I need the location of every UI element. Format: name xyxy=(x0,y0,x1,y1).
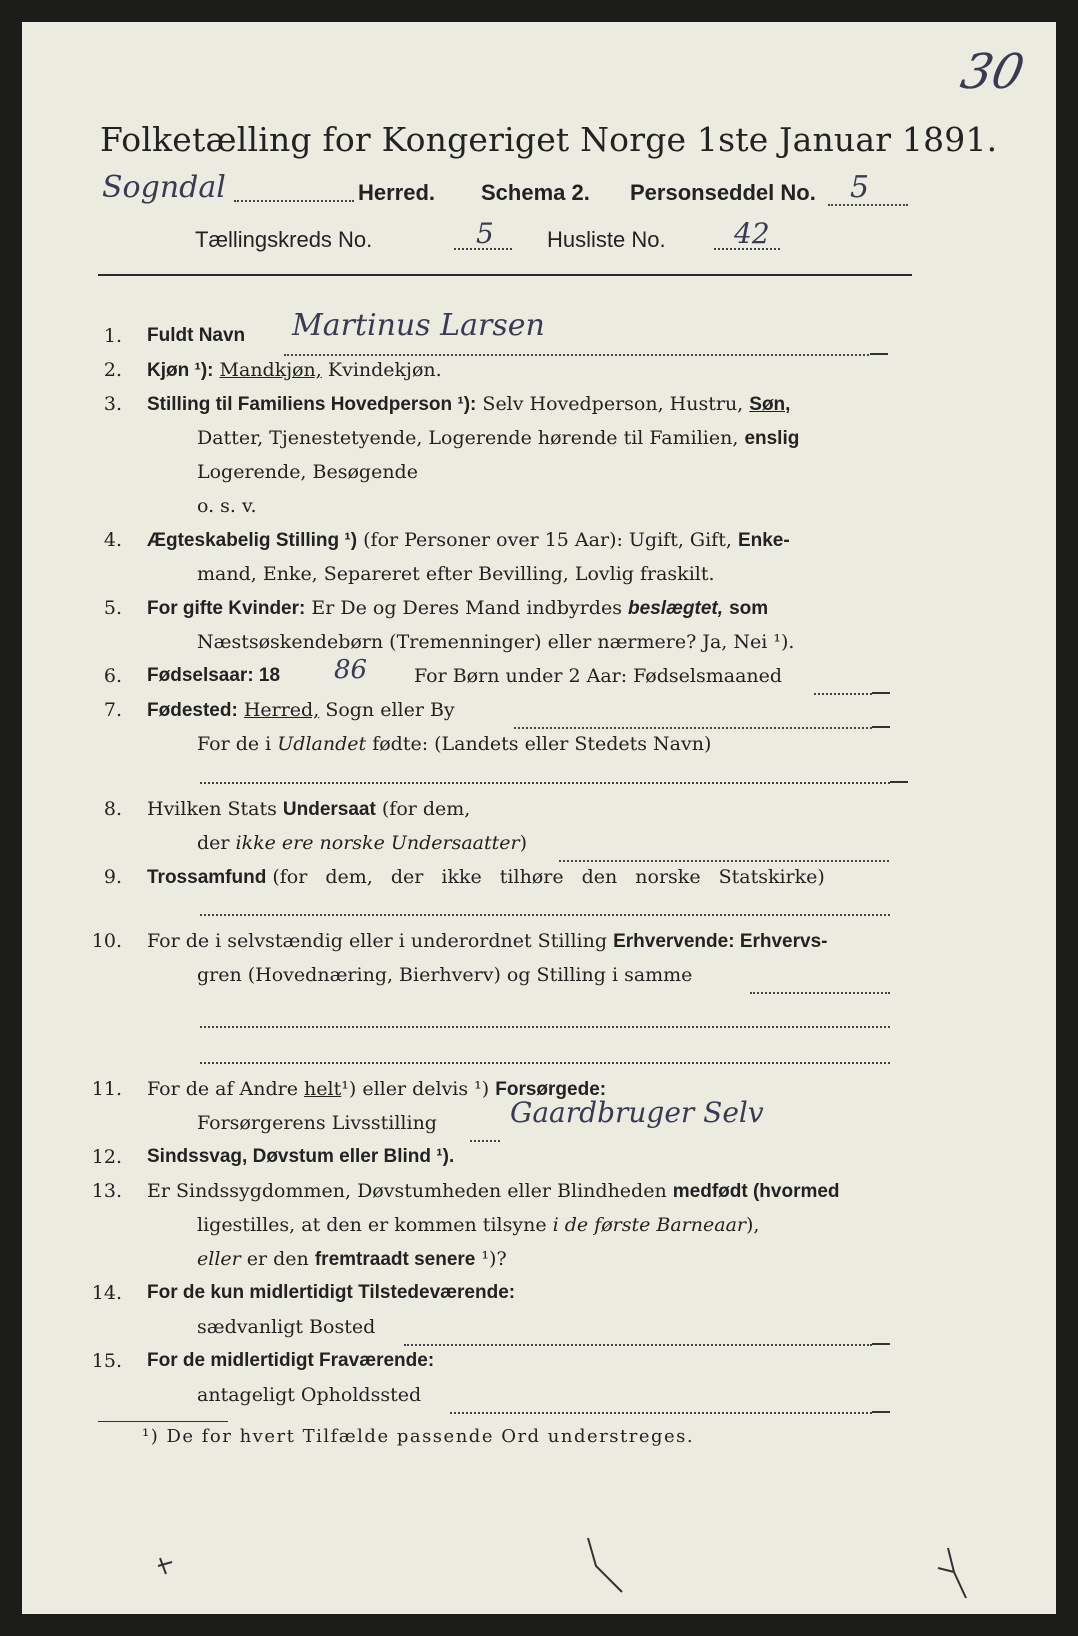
item-text: ¹) eller delvis ¹) xyxy=(341,1078,490,1100)
item-text: (for dem, xyxy=(381,798,471,820)
item-text: Udlandet xyxy=(277,733,367,755)
item-label: For de midlertidigt Fraværende: xyxy=(147,1350,435,1371)
item-text: For de i selvstændig eller i underordnet Stilling xyxy=(147,930,608,952)
herred-label: Herred. xyxy=(358,180,436,205)
page-number: 30 xyxy=(956,44,1030,100)
birth-year-value: 86 xyxy=(334,655,368,685)
item-number: 4. xyxy=(103,529,122,551)
item-number: 15. xyxy=(91,1350,122,1372)
option-kvindekjon: Kvindekjøn. xyxy=(327,359,442,381)
item-number: 12. xyxy=(91,1146,122,1168)
item-number: 2. xyxy=(103,359,122,381)
whereabouts-dotted-line xyxy=(450,1412,872,1414)
item-label: Fuldt Navn xyxy=(147,325,246,346)
item-text: i de første Barneaar xyxy=(552,1214,746,1236)
item-text: Næstsøskendebørn (Tremenninger) eller nærmere? Ja, Nei ¹). xyxy=(197,631,795,653)
item-number: 6. xyxy=(103,665,122,687)
option-mandkjon-selected: Mandkjøn, xyxy=(219,359,322,381)
foreign-birthplace-dotted-line xyxy=(200,782,890,784)
tick-mark-right xyxy=(928,1542,978,1612)
kreds-label: Tællingskreds No. xyxy=(195,227,373,252)
item-text: Forsørgerens Livsstilling xyxy=(197,1112,437,1134)
dash xyxy=(872,1411,890,1413)
item-label: Fødested: xyxy=(147,700,238,721)
item-text: Datter, Tjenestetyende, Logerende hørende til Familien, xyxy=(197,427,739,449)
form-title: Folketælling for Kongeriget Norge 1ste Januar 1891. xyxy=(100,120,998,159)
item-label: Undersaat xyxy=(282,799,376,820)
kreds-value: 5 xyxy=(476,217,494,250)
tick-mark-left xyxy=(152,1552,192,1592)
husliste-label: Husliste No. xyxy=(547,227,666,252)
item-text: Er De og Deres Mand indbyrdes xyxy=(311,597,622,619)
personseddel-value: 5 xyxy=(850,170,870,205)
item-text: o. s. v. xyxy=(197,495,257,517)
census-form-sheet xyxy=(22,22,1056,1614)
item-label: Sindssvag, Døvstum eller Blind ¹). xyxy=(147,1146,455,1167)
item-text: Enke- xyxy=(737,530,790,551)
item-label: Forsørgede: xyxy=(495,1079,607,1100)
schema-label: Schema 2. xyxy=(481,180,590,205)
option-helt-selected: helt xyxy=(304,1078,342,1100)
herred-dotted-line xyxy=(234,200,354,202)
item-label: Trossamfund xyxy=(147,867,267,888)
item-text: Er Sindssygdommen, Døvstumheden eller Blindheden xyxy=(147,1180,667,1202)
option-son-selected: Søn, xyxy=(749,394,791,415)
religion-dotted-line xyxy=(200,914,890,916)
item-text: ligestilles, at den er kommen tilsyne xyxy=(197,1214,547,1236)
tick-mark-center xyxy=(582,1532,642,1602)
item-text: Sogn eller By xyxy=(325,699,455,721)
dash xyxy=(870,353,888,355)
husliste-dotted-line xyxy=(714,248,780,250)
item-number: 13. xyxy=(91,1180,122,1202)
personseddel-dotted-line xyxy=(828,204,908,206)
dash xyxy=(890,781,908,783)
personseddel-label: Personseddel No. xyxy=(630,180,816,205)
item-text: Selv Hovedperson, Hustru, xyxy=(482,393,744,415)
herred-value: Sogndal xyxy=(102,170,226,205)
item-text: sædvanligt Bosted xyxy=(197,1316,376,1338)
item-number: 7. xyxy=(103,699,122,721)
item-number: 11. xyxy=(91,1078,122,1100)
item-text: der xyxy=(197,832,230,854)
item-number: 1. xyxy=(103,325,122,347)
item-text: (for Personer over 15 Aar): Ugift, Gift, xyxy=(363,529,732,551)
provider-dotted-line xyxy=(470,1140,500,1142)
residence-dotted-line xyxy=(404,1344,872,1346)
occupation-dotted-line-3 xyxy=(200,1062,890,1064)
item-text: eller xyxy=(197,1248,241,1270)
occupation-dotted-line xyxy=(750,992,890,994)
item-text: For de i xyxy=(197,733,272,755)
item-text: For Børn under 2 Aar: Fødselsmaaned xyxy=(414,665,783,687)
header-divider xyxy=(98,274,912,276)
item-text: ikke ere norske Undersaatter xyxy=(235,832,520,854)
item-text: er den xyxy=(246,1248,309,1270)
item-label: Erhvervende: Erhvervs- xyxy=(613,931,828,952)
item-text: ), xyxy=(746,1214,760,1236)
item-text: mand, Enke, Separeret efter Bevilling, Lovlig fraskilt. xyxy=(197,563,715,585)
item-number: 14. xyxy=(91,1282,122,1304)
dash xyxy=(872,692,890,694)
item-label: Kjøn ¹): xyxy=(147,360,214,381)
item-label: Stilling til Familiens Hovedperson ¹): xyxy=(147,394,477,415)
item-label: For gifte Kvinder: xyxy=(147,598,306,619)
item-text: ) xyxy=(519,832,528,854)
item-number: 10. xyxy=(91,930,122,952)
occupation-dotted-line-2 xyxy=(200,1026,890,1028)
item-number: 8. xyxy=(103,798,122,820)
husliste-value: 42 xyxy=(734,217,770,250)
kreds-dotted-line xyxy=(454,248,512,250)
dash xyxy=(872,726,890,728)
item-text: som xyxy=(729,598,769,619)
name-value: Martinus Larsen xyxy=(292,308,545,343)
birth-month-dotted-line xyxy=(814,693,872,695)
item-number: 5. xyxy=(103,597,122,619)
item-text: antageligt Opholdssted xyxy=(197,1384,422,1406)
option-herred-selected: Herred, xyxy=(243,699,320,721)
item-label: For de kun midlertidigt Tilstedeværende: xyxy=(147,1282,516,1303)
dash xyxy=(872,1343,890,1345)
footnote: ¹) De for hvert Tilfælde passende Ord understreges. xyxy=(142,1426,695,1447)
provider-occupation-value: Gaardbruger Selv xyxy=(510,1096,764,1129)
item-text: For de af Andre xyxy=(147,1078,298,1100)
item-label: medfødt (hvormed xyxy=(672,1181,840,1202)
item-text: Logerende, Besøgende xyxy=(197,461,418,483)
item-text: Hvilken Stats xyxy=(147,798,277,820)
item-text: beslægtet, xyxy=(628,598,724,619)
item-number: 3. xyxy=(103,393,122,415)
item-label: fremtraadt senere xyxy=(314,1249,476,1270)
item-text: (for dem, der ikke tilhøre den norske Statskirke) xyxy=(272,866,825,888)
item-number: 9. xyxy=(103,866,122,888)
item-text: gren (Hovednæring, Bierhverv) og Stilling i samme xyxy=(197,964,693,986)
item-label: Ægteskabelig Stilling ¹) xyxy=(147,530,358,551)
footnote-divider xyxy=(98,1421,228,1422)
item-label: Fødselsaar: 18 xyxy=(147,665,281,686)
item-text: fødte: (Landets eller Stedets Navn) xyxy=(372,733,712,755)
item-text: ¹)? xyxy=(481,1248,507,1270)
item-text: enslig xyxy=(744,428,800,449)
